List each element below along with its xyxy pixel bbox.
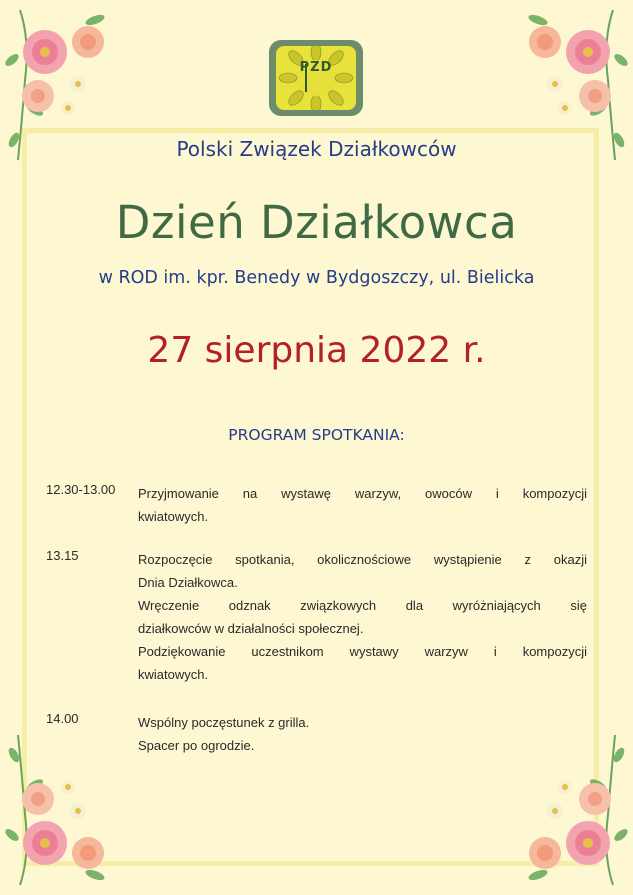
program-item [46, 711, 587, 757]
program-text: Podziękowanie uczestnikom wystawy warzyw i kompozycji [138, 644, 587, 659]
program-item [46, 548, 587, 686]
program-text: Przyjmowanie na wystawę warzyw, owoców i kompozycji [138, 486, 587, 501]
program-text: Spacer po ogrodzie. [138, 738, 255, 753]
program-text: Wręczenie odznak związkowych dla wyróżniających się [138, 598, 587, 613]
program-time: 12.30-13.00 [46, 482, 116, 497]
program-text: kwiatowych. [138, 667, 209, 682]
program-item [46, 482, 587, 528]
program-text: działkowców w działalności społecznej. [138, 621, 364, 636]
event-date: 27 sierpnia 2022 r. [147, 330, 486, 371]
program-heading: PROGRAM SPOTKANIA: [228, 426, 405, 444]
program-text: kwiatowych. [138, 509, 209, 524]
organization-name: Polski Związek Działkowców [176, 137, 457, 161]
event-location: w ROD im. kpr. Benedy w Bydgoszczy, ul. Bielicka [98, 268, 535, 288]
program-text: Dnia Działkowca. [138, 575, 238, 590]
program-time: 13.15 [46, 548, 79, 563]
sunflower-icon: PZD [276, 46, 356, 110]
page-title: Dzień Działkowca [115, 196, 518, 249]
pzd-logo [269, 40, 363, 116]
program-text: Wspólny poczęstunek z grilla. [138, 715, 310, 730]
program-time: 14.00 [46, 711, 79, 726]
program-text: Rozpoczęcie spotkania, okolicznościowe wystąpienie z okazji [138, 552, 587, 567]
